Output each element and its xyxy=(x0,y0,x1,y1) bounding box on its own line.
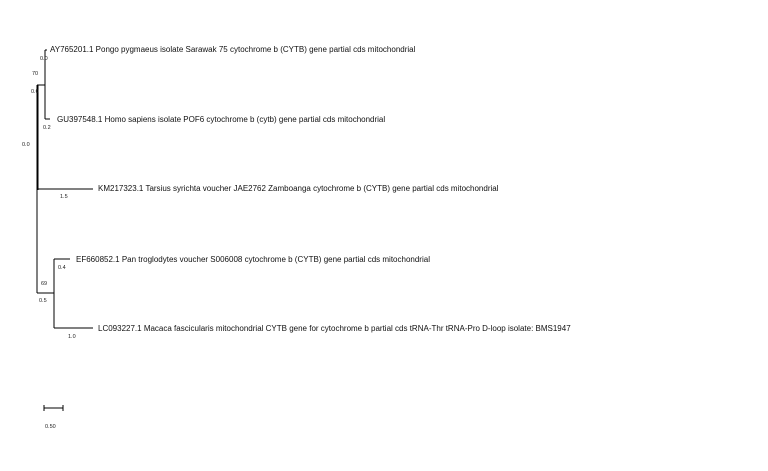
branch-length-pongo: 0.0 xyxy=(40,56,48,62)
taxon-label-tarsius: KM217323.1 Tarsius syrichta voucher JAE2762 Zamboanga cytochrome b (CYTB) gene partial cds mitochondrial xyxy=(98,184,499,193)
branch-length-macaca: 1.0 xyxy=(68,334,76,340)
bootstrap-lower-clade: 69 xyxy=(41,281,48,287)
branch-length-homo: 0.2 xyxy=(43,125,51,131)
branch-length-upper-clade: 0.0 xyxy=(31,89,39,95)
taxon-label-macaca: LC093227.1 Macaca fascicularis mitochondrial CYTB gene for cytochrome b partial cds tRNA-Thr tRNA-Pro D-loop isolate: BMS1947 xyxy=(98,324,571,333)
scale-bar-label: 0.50 xyxy=(45,424,56,430)
branch-length-tarsius: 1.5 xyxy=(60,194,68,200)
branch-length-lower-clade: 0.5 xyxy=(39,298,47,304)
bootstrap-upper-clade: 70 xyxy=(32,71,39,77)
taxon-label-pongo: AY765201.1 Pongo pygmaeus isolate Sarawak 75 cytochrome b (CYTB) gene partial cds mitochondrial xyxy=(50,45,416,54)
taxon-label-pan: EF660852.1 Pan troglodytes voucher S006008 cytochrome b (CYTB) gene partial cds mitochondrial xyxy=(76,255,430,264)
branch-length-pan: 0.4 xyxy=(58,265,66,271)
branch-length-upper-group: 0.0 xyxy=(22,142,30,148)
taxon-label-homo: GU397548.1 Homo sapiens isolate POF6 cytochrome b (cytb) gene partial cds mitochondrial xyxy=(57,115,386,124)
